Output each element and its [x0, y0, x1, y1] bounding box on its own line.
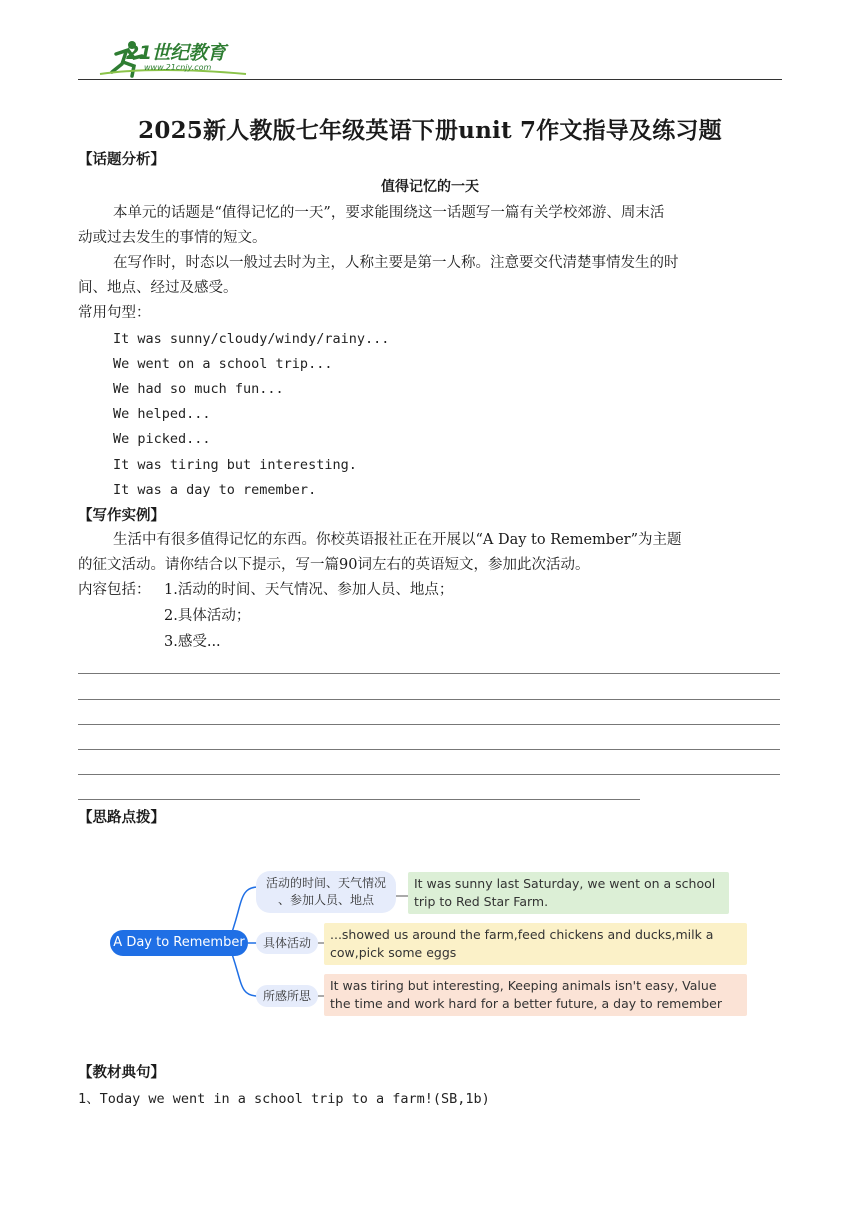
- pattern-item: It was a day to remember.: [113, 482, 317, 498]
- mind-map-branch-activities: [256, 932, 318, 954]
- mind-map-leaf-time: [408, 872, 729, 914]
- answer-line[interactable]: [78, 673, 780, 674]
- branch-label-line: 所感所思: [262, 989, 311, 1003]
- answer-line[interactable]: [78, 774, 780, 775]
- branch-label-line: 、参加人员、地点: [277, 893, 374, 907]
- topic-para2-line1: 在写作时，时态以一般过去时为主，人称主要是第一人称。注意要交代清楚事情发生的时: [113, 255, 679, 271]
- writing-line1: 生活中有很多值得记忆的东西。你校英语报社正在开展以“A Day to Remember”为主题: [113, 532, 682, 548]
- topic-analysis-heading: 【话题分析】: [78, 152, 165, 168]
- leaf-line: trip to Red Star Farm.: [414, 894, 549, 909]
- branch-label-line: 活动的时间、天气情况: [265, 876, 386, 890]
- ideas-heading: 【思路点拨】: [78, 810, 165, 826]
- leaf-line: It was tiring but interesting, Keeping animals isn't easy, Value: [330, 978, 717, 993]
- answer-line[interactable]: [78, 699, 780, 700]
- page-header: [78, 36, 782, 80]
- mind-map-branch-feelings: [256, 985, 318, 1007]
- content-label: 内容包括：: [78, 582, 151, 598]
- content-point: 3.感受...: [164, 634, 221, 650]
- leaf-line: It was sunny last Saturday, we went on a school: [414, 876, 716, 891]
- topic-para1-line1: 本单元的话题是“值得记忆的一天”，要求能围绕这一话题写一篇有关学校郊游、周末活: [113, 205, 665, 221]
- pattern-item: We went on a school trip...: [113, 356, 333, 372]
- content-point: 1.活动的时间、天气情况、参加人员、地点；: [164, 582, 454, 598]
- answer-line[interactable]: [78, 799, 640, 800]
- topic-para2-line2: 间、地点、经过及感受。: [78, 280, 238, 296]
- content-point: 2.具体活动；: [164, 608, 251, 624]
- topic-para1-line2: 动或过去发生的事情的短文。: [78, 230, 267, 246]
- mind-map-leaf-feelings: [324, 974, 747, 1016]
- answer-line[interactable]: [78, 724, 780, 725]
- textbook-heading: 【教材典句】: [78, 1065, 165, 1081]
- logo-url: www.21cnjy.com: [144, 63, 212, 72]
- page-title: 2025新人教版七年级英语下册unit 7作文指导及练习题: [138, 117, 722, 144]
- mind-map: [108, 866, 758, 1026]
- answer-line[interactable]: [78, 749, 780, 750]
- mind-map-leaf-activities: [324, 923, 747, 965]
- pattern-item: We picked...: [113, 431, 211, 447]
- textbook-sentence: 1、Today we went in a school trip to a farm!(SB,1b): [78, 1091, 490, 1107]
- pattern-item: We had so much fun...: [113, 381, 284, 397]
- patterns-label: 常用句型：: [78, 305, 151, 321]
- mind-map-branch-time: [256, 871, 396, 913]
- pattern-item: We helped...: [113, 406, 211, 422]
- logo-text: 21世纪教育: [126, 42, 226, 64]
- branch-label-line: 具体活动: [262, 936, 311, 950]
- mind-map-root: A Day to Remember: [110, 930, 248, 956]
- topic-subtitle: 值得记忆的一天: [381, 179, 479, 195]
- writing-example-heading: 【写作实例】: [78, 508, 165, 524]
- writing-line2: 的征文活动。请你结合以下提示，写一篇90词左右的英语短文，参加此次活动。: [78, 557, 590, 573]
- pattern-item: It was tiring but interesting.: [113, 457, 357, 473]
- leaf-line: the time and work hard for a better future, a day to remember: [330, 996, 722, 1011]
- leaf-line: cow,pick some eggs: [330, 945, 457, 960]
- leaf-line: ...showed us around the farm,feed chickens and ducks,milk a: [330, 927, 714, 942]
- pattern-item: It was sunny/cloudy/windy/rainy...: [113, 331, 390, 347]
